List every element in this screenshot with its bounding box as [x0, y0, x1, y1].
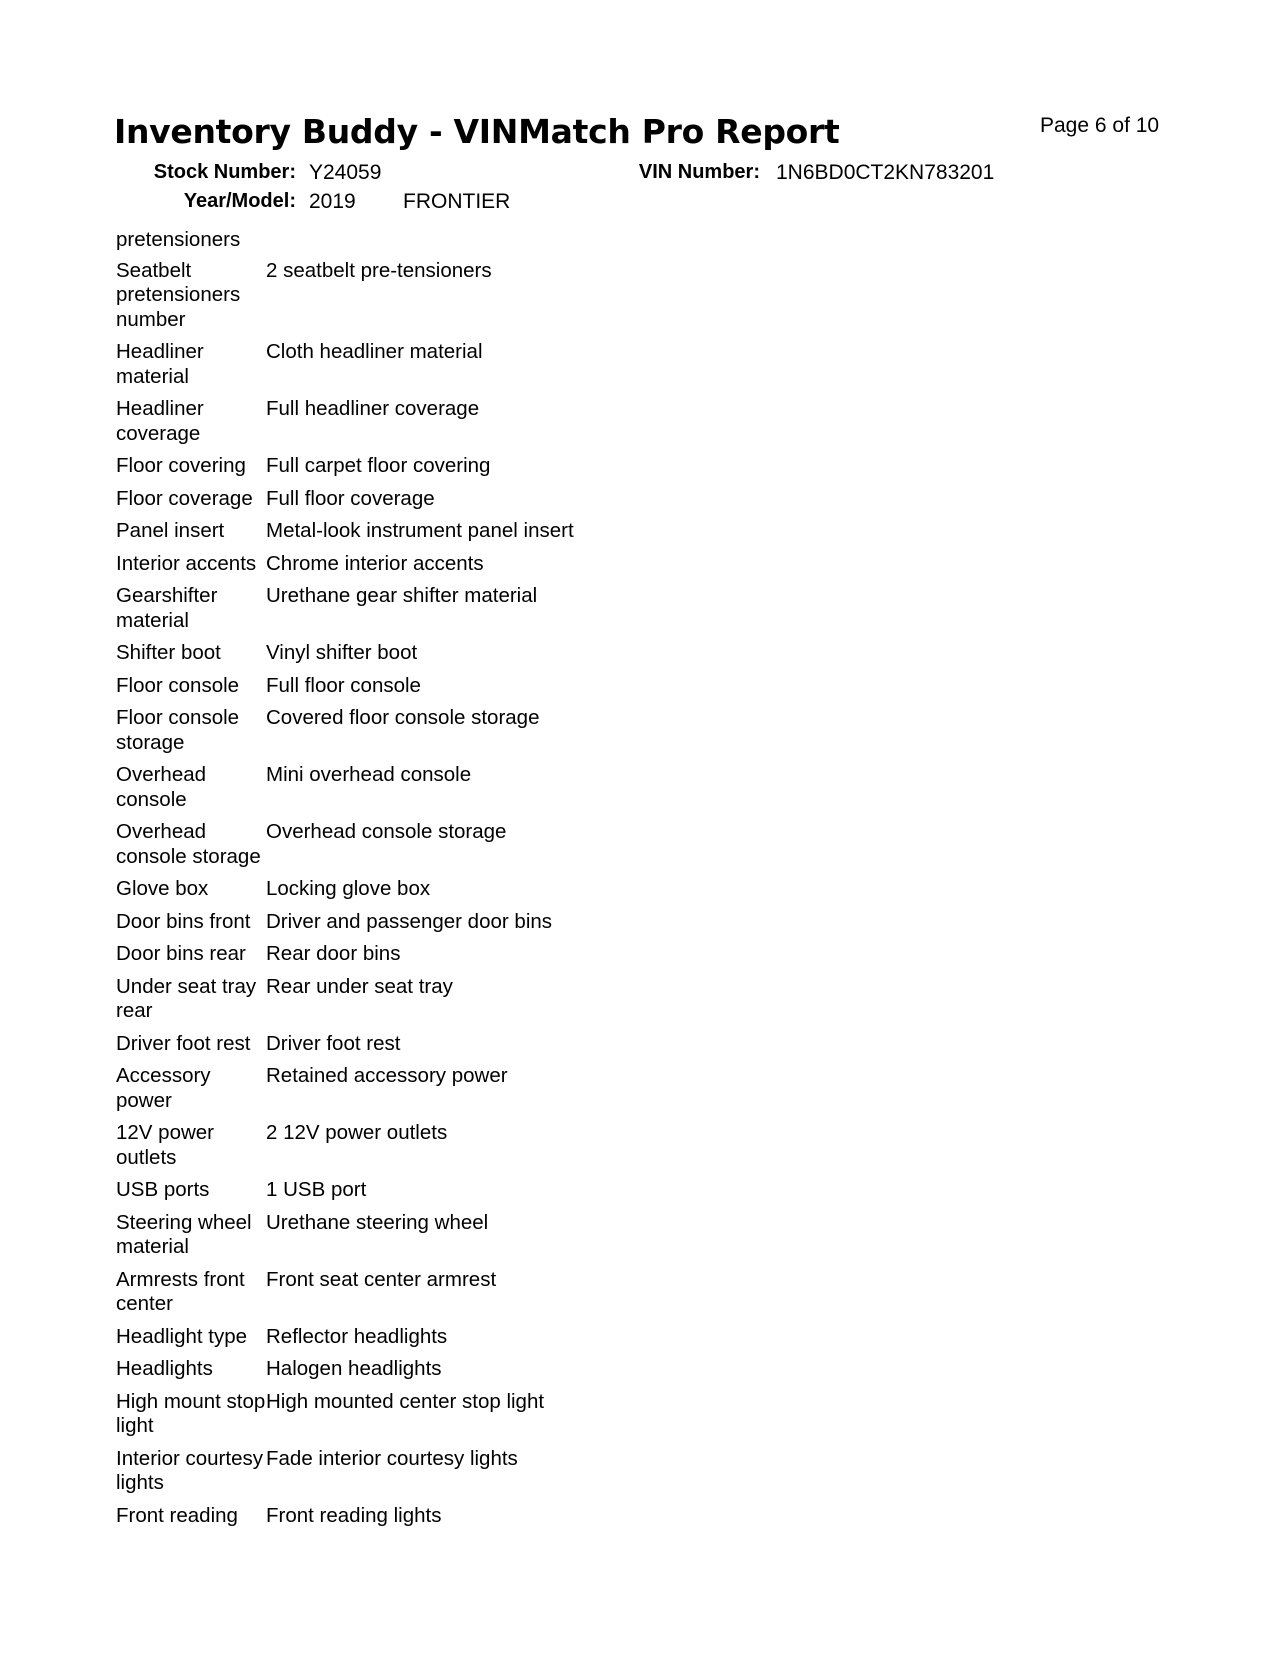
spec-value: Front seat center armrest: [266, 1267, 497, 1291]
spec-label: Door bins rear: [116, 942, 246, 965]
spec-value: Covered floor console storage: [266, 706, 540, 729]
spec-row: [116, 1390, 636, 1439]
spec-row: [116, 975, 636, 1024]
spec-row: [116, 706, 636, 755]
vin-number-value: 1N6BD0CT2KN783201: [776, 161, 995, 184]
report-title: Inventory Buddy - VINMatch Pro Report: [114, 112, 840, 151]
spec-row: [116, 1178, 636, 1203]
spec-row: [116, 910, 636, 935]
spec-list: [116, 228, 636, 1536]
spec-value: Cloth headliner material: [266, 340, 483, 363]
spec-value: Fade interior courtesy lights: [266, 1446, 518, 1470]
spec-label: Overhead console storage: [116, 820, 261, 868]
spec-row: [116, 1447, 636, 1496]
spec-value: Full headliner coverage: [266, 397, 480, 420]
spec-label: pretensioners: [116, 228, 241, 251]
spec-label: Driver foot rest: [116, 1031, 251, 1055]
spec-label: Seatbelt pretensioners number: [116, 258, 241, 331]
spec-row: [116, 454, 636, 479]
spec-value: Mini overhead console: [266, 763, 472, 786]
spec-row: [116, 1121, 636, 1170]
spec-value: Full floor coverage: [266, 486, 435, 510]
spec-row: [116, 1504, 636, 1529]
spec-label: Overhead console: [116, 763, 207, 811]
year-model-label: Year/Model:: [183, 190, 296, 212]
spec-value: Full carpet floor covering: [266, 454, 491, 477]
spec-row: [116, 1325, 636, 1350]
spec-value: Locking glove box: [266, 877, 431, 900]
spec-label: Shifter boot: [116, 641, 221, 664]
spec-value: High mounted center stop light: [266, 1389, 545, 1413]
spec-row: [116, 942, 636, 967]
spec-row: [116, 1211, 636, 1260]
spec-value: Chrome interior accents: [266, 551, 484, 575]
spec-label: High mount stop light: [116, 1389, 266, 1437]
spec-row: [116, 1064, 636, 1113]
spec-label: Floor covering: [116, 454, 246, 477]
spec-label: Under seat tray rear: [116, 974, 257, 1022]
spec-label: Front reading: [116, 1503, 238, 1527]
spec-label: Door bins front: [116, 909, 251, 933]
spec-label: Headlights: [116, 1357, 213, 1380]
spec-label: Headliner material: [116, 340, 204, 388]
stock-number-value: Y24059: [309, 161, 382, 184]
model-value: FRONTIER: [403, 190, 511, 213]
spec-label: Panel insert: [116, 519, 225, 542]
spec-value: 1 USB port: [266, 1178, 367, 1201]
year-value: 2019: [309, 190, 356, 213]
spec-value: Driver and passenger door bins: [266, 909, 553, 933]
spec-label: USB ports: [116, 1178, 210, 1201]
spec-label: Accessory power: [116, 1064, 211, 1112]
spec-value: Urethane gear shifter material: [266, 584, 538, 607]
spec-value: Full floor console: [266, 673, 421, 697]
spec-value: Reflector headlights: [266, 1324, 448, 1348]
spec-row: [116, 519, 636, 544]
spec-value: Rear door bins: [266, 942, 401, 965]
spec-row: [116, 641, 636, 666]
spec-value: Urethane steering wheel: [266, 1210, 489, 1234]
spec-row: [116, 674, 636, 699]
spec-label: Steering wheel material: [116, 1210, 252, 1258]
spec-row: [116, 1357, 636, 1382]
spec-row-continued: [116, 228, 636, 253]
spec-row: [116, 877, 636, 902]
spec-label: Floor console: [116, 673, 240, 697]
spec-value: Vinyl shifter boot: [266, 641, 418, 664]
spec-value: Overhead console storage: [266, 820, 507, 843]
spec-value: Halogen headlights: [266, 1357, 442, 1380]
page-number: Page 6 of 10: [1040, 114, 1160, 137]
spec-value: Rear under seat tray: [266, 974, 453, 998]
spec-value: Retained accessory power: [266, 1064, 508, 1087]
spec-label: Floor console storage: [116, 706, 240, 754]
spec-label: Interior courtesy lights: [116, 1446, 263, 1494]
stock-number-label: Stock Number:: [153, 161, 296, 183]
spec-row: [116, 584, 636, 633]
spec-label: Gearshifter material: [116, 584, 218, 632]
spec-row: [116, 1032, 636, 1057]
spec-row: [116, 397, 636, 446]
spec-row: [116, 487, 636, 512]
spec-label: Interior accents: [116, 551, 257, 575]
spec-label: Headliner coverage: [116, 397, 204, 445]
vin-number-label: VIN Number:: [638, 161, 760, 183]
spec-row: [116, 552, 636, 577]
spec-row: [116, 340, 636, 389]
spec-label: Armrests front center: [116, 1267, 245, 1315]
spec-value: 2 seatbelt pre-tensioners: [266, 258, 492, 282]
spec-row: [116, 1268, 636, 1317]
spec-value: Front reading lights: [266, 1503, 442, 1527]
spec-value: Metal-look instrument panel insert: [266, 519, 574, 542]
spec-row: [116, 259, 636, 333]
spec-label: Headlight type: [116, 1324, 248, 1348]
spec-label: 12V power outlets: [116, 1121, 215, 1169]
spec-label: Glove box: [116, 877, 209, 900]
spec-value: Driver foot rest: [266, 1031, 401, 1055]
spec-label: Floor coverage: [116, 486, 253, 510]
spec-row: [116, 820, 636, 869]
spec-row: [116, 763, 636, 812]
spec-value: 2 12V power outlets: [266, 1121, 448, 1144]
